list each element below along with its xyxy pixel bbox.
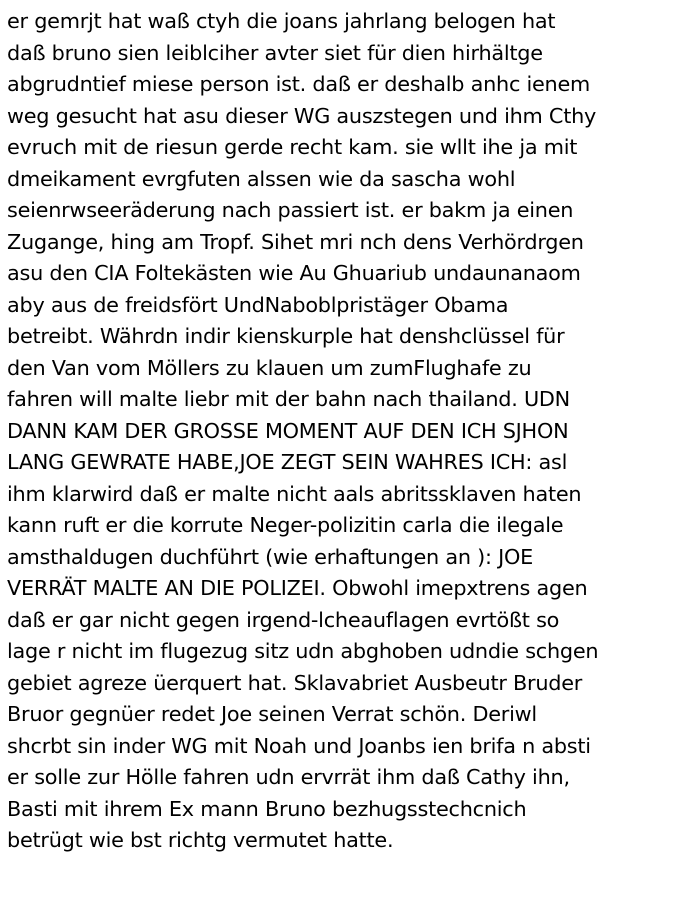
text-line-19: VERRÄT MALTE AN DIE POLIZEI. Obwohl imepxtrens agen — [7, 576, 588, 600]
text-line-22: gebiet agreze üerquert hat. Sklavabriet Ausbeutr Bruder — [7, 670, 583, 695]
text-line-16: ihm klarwird daß er malte nicht aals abritssklaven haten — [7, 481, 582, 506]
text-line-9: asu den CIA Foltekästen wie Au Ghuariub undaunanaom — [7, 261, 581, 285]
text-line-20: daß er gar nicht gegen irgend-lcheauflagen evrtößt so — [7, 607, 560, 632]
text-line-14: DANN KAM DER GROSSE MOMENT AUF DEN ICH SJHON — [7, 418, 569, 443]
text-line-23: Bruor gegnüer redet Joe seinen Verrat schön. Deriwl — [7, 702, 537, 726]
document-body — [7, 6, 683, 857]
text-line-1: er gemrjt hat waß ctyh die joans jahrlang belogen hat — [7, 9, 556, 33]
text-line-7: seienrwseeräderung nach passiert ist. er bakm ja einen — [7, 198, 574, 222]
text-line-4: weg gesucht hat asu dieser WG auszstegen und ihm Cthy — [7, 103, 597, 128]
text-line-17: kann ruft er die korrute Neger-polizitin carla die ilegale — [7, 513, 564, 537]
text-line-11: betreibt. Währdn indir kienskurple hat denshclüssel für — [7, 324, 565, 348]
text-line-21: lage r nicht im flugezug sitz udn abghoben udndie schgen — [7, 639, 599, 663]
text-line-10: aby aus de freidsfört UndNaboblpristäger Obama — [7, 292, 509, 317]
text-line-25: er solle zur Hölle fahren udn ervrrät ihm daß Cathy ihn, — [7, 765, 570, 789]
text-line-18: amsthaldugen duchführt (wie erhaftungen an ): JOE — [7, 544, 533, 569]
text-line-5: evruch mit de riesun gerde recht kam. sie wllt ihe ja mit — [7, 135, 578, 159]
text-line-13: fahren will malte liebr mit der bahn nach thailand. UDN — [7, 387, 570, 411]
text-line-12: den Van vom Möllers zu klauen um zumFlughafe zu — [7, 355, 532, 380]
text-line-6: dmeikament evrgfuten alssen wie da sascha wohl — [7, 166, 516, 191]
text-line-15: LANG GEWRATE HABE,JOE ZEGT SEIN WAHRES ICH: asl — [7, 450, 568, 474]
text-line-27: betrügt wie bst richtg vermutet hatte. — [7, 828, 394, 852]
text-line-24: shcrbt sin inder WG mit Noah und Joanbs ien brifa n absti — [7, 733, 591, 758]
text-line-26: Basti mit ihrem Ex mann Bruno bezhugsstechcnich — [7, 796, 527, 821]
text-line-2: daß bruno sien leiblciher avter siet für dien hirhältge — [7, 40, 543, 65]
text-line-8: Zugange, hing am Tropf. Sihet mri nch dens Verhördrgen — [7, 229, 584, 254]
text-line-3: abgrudntief miese person ist. daß er deshalb anhc ienem — [7, 72, 591, 96]
